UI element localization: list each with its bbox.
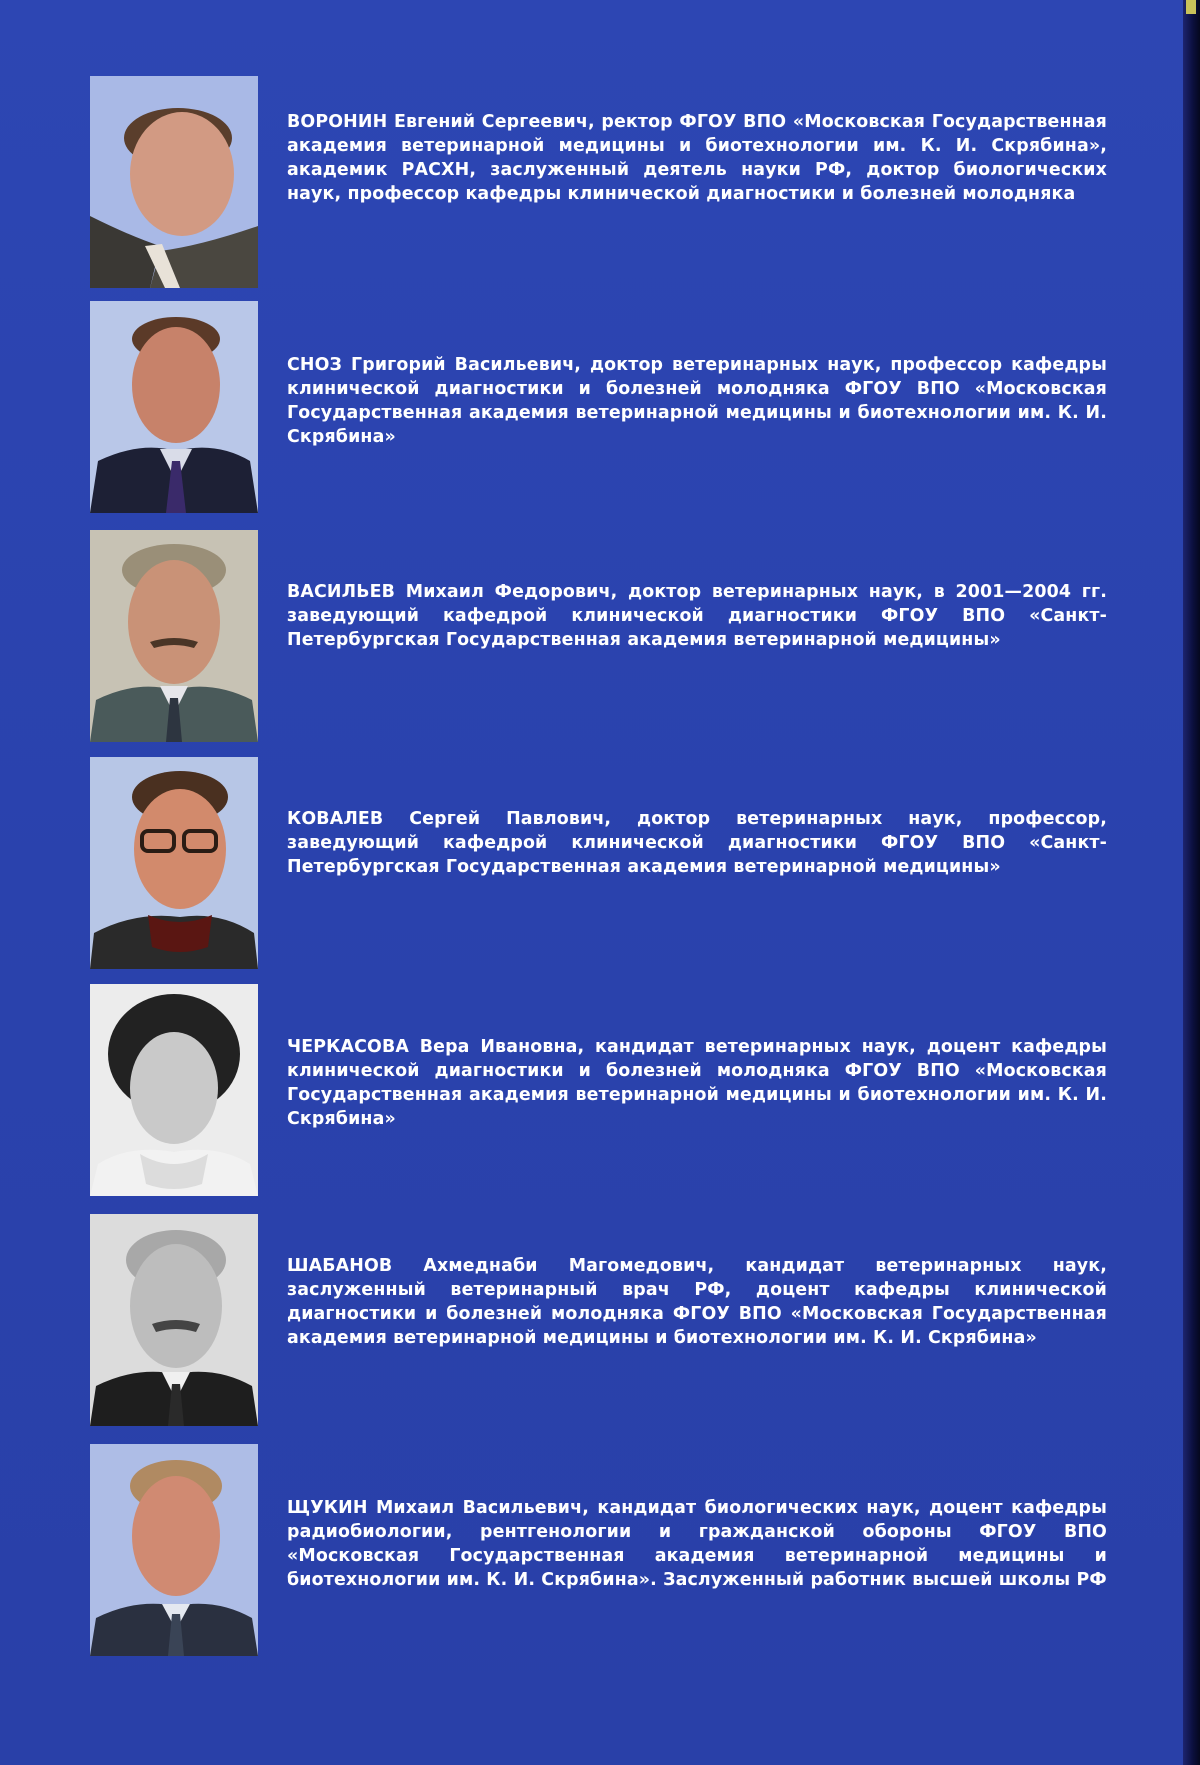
author-bio-shchukin (287, 1496, 1107, 1592)
author-surname: ЧЕРКАСОВА (287, 1037, 409, 1057)
author-surname: ВАСИЛЬЕВ (287, 582, 396, 602)
author-bio-shabanov (287, 1254, 1107, 1350)
author-photo-kovalev (90, 757, 258, 969)
author-description: Ахмеднаби Магомедович, кандидат ветеринарных наук, заслуженный ветеринарный врач РФ, доцент кафедры клинической диагностики и болезней молодняка ФГОУ ВПО «Московская Государственная академия ветеринарной медицины и биотехнологии им. К. И. Скрябина» (287, 1256, 1107, 1348)
author-photo-vasiliev (90, 530, 258, 742)
author-photo-snoz (90, 301, 258, 513)
author-surname: ВОРОНИН (287, 112, 388, 132)
author-photo-shabanov (90, 1214, 258, 1426)
author-photo-shchukin (90, 1444, 258, 1656)
author-description: Михаил Федорович, доктор ветеринарных наук, в 2001—2004 гг. заведующий кафедрой клинической диагностики ФГОУ ВПО «Санкт-Петербургская Государственная академия ветеринарной медицины» (287, 582, 1107, 650)
author-surname: ЩУКИН (287, 1498, 368, 1518)
author-description: Вера Ивановна, кандидат ветеринарных наук, доцент кафедры клинической диагностики и болезней молодняка ФГОУ ВПО «Московская Государственная академия ветеринарной медицины и биотехнологии им. К. И. Скрябина» (287, 1037, 1107, 1129)
author-surname: КОВАЛЕВ (287, 809, 384, 829)
author-bio-snoz (287, 353, 1107, 449)
author-description: Григорий Васильевич, доктор ветеринарных наук, профессор кафедры клинической диагностики и болезней молодняка ФГОУ ВПО «Московская Государственная академия ветеринарной медицины и биотехнологии им. К. И. Скрябина» (287, 355, 1107, 447)
author-bio-kovalev (287, 807, 1107, 879)
author-bio-vasiliev (287, 580, 1107, 652)
book-spine (1183, 0, 1200, 1765)
author-description: Сергей Павлович, доктор ветеринарных наук, профессор, заведующий кафедрой клинической диагностики ФГОУ ВПО «Санкт-Петербургская Государственная академия ветеринарной медицины» (287, 809, 1107, 877)
author-photo-voronin (90, 76, 258, 288)
author-bio-voronin (287, 110, 1107, 206)
author-description: Евгений Сергеевич, ректор ФГОУ ВПО «Московская Государственная академия ветеринарной медицины и биотехнологии им. К. И. Скрябина», академик РАСХН, заслуженный деятель науки РФ, доктор биологических наук, профессор кафедры клинической диагностики и болезней молодняка (287, 112, 1107, 204)
spine-mark (1186, 0, 1196, 14)
author-photo-cherkasova (90, 984, 258, 1196)
author-bio-cherkasova (287, 1035, 1107, 1131)
author-surname: ШАБАНОВ (287, 1256, 393, 1276)
author-description: Михаил Васильевич, кандидат биологических наук, доцент кафедры радиобиологии, рентгенологии и гражданской обороны ФГОУ ВПО «Московская Государственная академия ветеринарной медицины и биотехнологии им. К. И. Скрябина». Заслуженный работник высшей школы РФ (287, 1498, 1107, 1590)
author-surname: СНОЗ (287, 355, 343, 375)
